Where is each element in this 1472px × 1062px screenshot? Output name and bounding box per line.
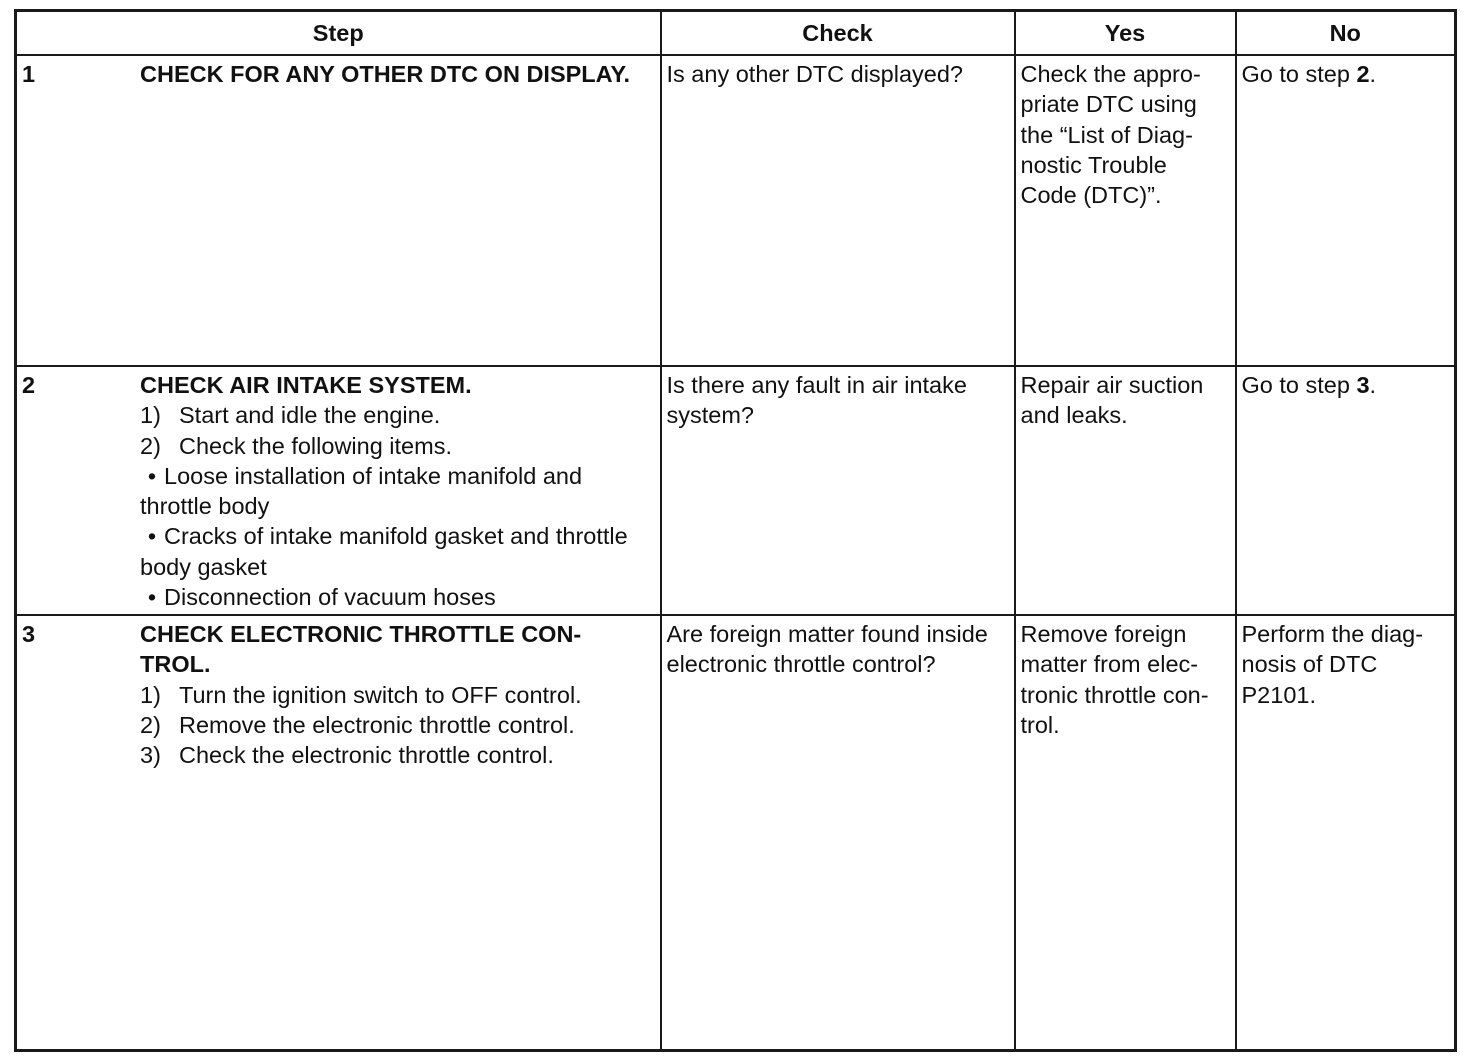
bullet-text: Cracks of intake manifold gasket and throttle body gasket xyxy=(140,523,628,580)
no-cell xyxy=(1236,366,1456,615)
substep-number: 3) xyxy=(140,742,161,769)
header-row xyxy=(16,11,1456,56)
substep-text: Turn the ignition switch to OFF control. xyxy=(179,681,582,708)
substep xyxy=(140,431,655,461)
header-no: No xyxy=(1236,11,1456,56)
table-row xyxy=(16,55,1456,366)
bullet-item xyxy=(140,521,655,582)
check-cell: Is there any fault in air intake system? xyxy=(661,366,1015,615)
substep xyxy=(140,740,655,770)
bullet-icon: • xyxy=(147,584,157,611)
step-title: CHECK FOR ANY OTHER DTC ON DISPLAY. xyxy=(140,61,631,87)
bullet-icon: • xyxy=(147,462,157,489)
step-cell xyxy=(16,366,661,615)
substep xyxy=(140,680,655,710)
no-text-suffix: . xyxy=(1369,372,1377,398)
bullet-item xyxy=(140,461,655,522)
substep-number: 1) xyxy=(140,681,161,708)
table-row xyxy=(16,366,1456,615)
substep-text: Check the following items. xyxy=(179,432,452,459)
check-cell: Is any other DTC displayed? xyxy=(661,55,1015,366)
no-text: Go to step xyxy=(1241,61,1357,87)
step-cell xyxy=(16,615,661,1050)
table-row xyxy=(16,615,1456,1050)
substep-number: 2) xyxy=(140,432,161,459)
bullet-icon: • xyxy=(147,523,157,550)
step-title: CHECK ELECTRONIC THROTTLE CON- TROL. xyxy=(140,621,582,678)
step-reference: 2 xyxy=(1356,61,1370,87)
substep-text: Remove the electronic throttle control. xyxy=(179,711,575,738)
no-text-suffix: . xyxy=(1369,61,1377,87)
header-step: Step xyxy=(16,11,661,56)
no-text: Go to step xyxy=(1241,372,1357,398)
substep-text: Start and idle the engine. xyxy=(179,402,441,429)
substep-text: Check the electronic throttle control. xyxy=(179,742,554,769)
diagnostic-table xyxy=(14,9,1457,1052)
yes-cell: Remove foreign matter from elec- tronic throttle con- trol. xyxy=(1015,615,1236,1050)
substep-number: 2) xyxy=(140,711,161,738)
yes-cell: Check the appro- priate DTC using the “List of Diag- nostic Trouble Code (DTC)”. xyxy=(1015,55,1236,366)
step-cell xyxy=(16,55,661,366)
substep xyxy=(140,400,655,430)
bullet-item xyxy=(140,582,655,612)
check-cell: Are foreign matter found inside electronic throttle control? xyxy=(661,615,1015,1050)
header-check: Check xyxy=(661,11,1015,56)
bullet-text: Loose installation of intake manifold and throttle body xyxy=(140,462,583,520)
step-reference: 3 xyxy=(1356,372,1370,398)
substep-number: 1) xyxy=(140,402,161,429)
yes-cell: Repair air suction and leaks. xyxy=(1015,366,1236,615)
step-title: CHECK AIR INTAKE SYSTEM. xyxy=(140,372,472,398)
header-yes: Yes xyxy=(1015,11,1236,56)
substep xyxy=(140,710,655,740)
step-number: 1 xyxy=(22,61,36,87)
no-cell xyxy=(1236,55,1456,366)
no-cell: Perform the diag- nosis of DTC P2101. xyxy=(1236,615,1456,1050)
step-number: 3 xyxy=(22,621,36,647)
bullet-text: Disconnection of vacuum hoses xyxy=(164,584,496,611)
step-number: 2 xyxy=(22,372,36,398)
